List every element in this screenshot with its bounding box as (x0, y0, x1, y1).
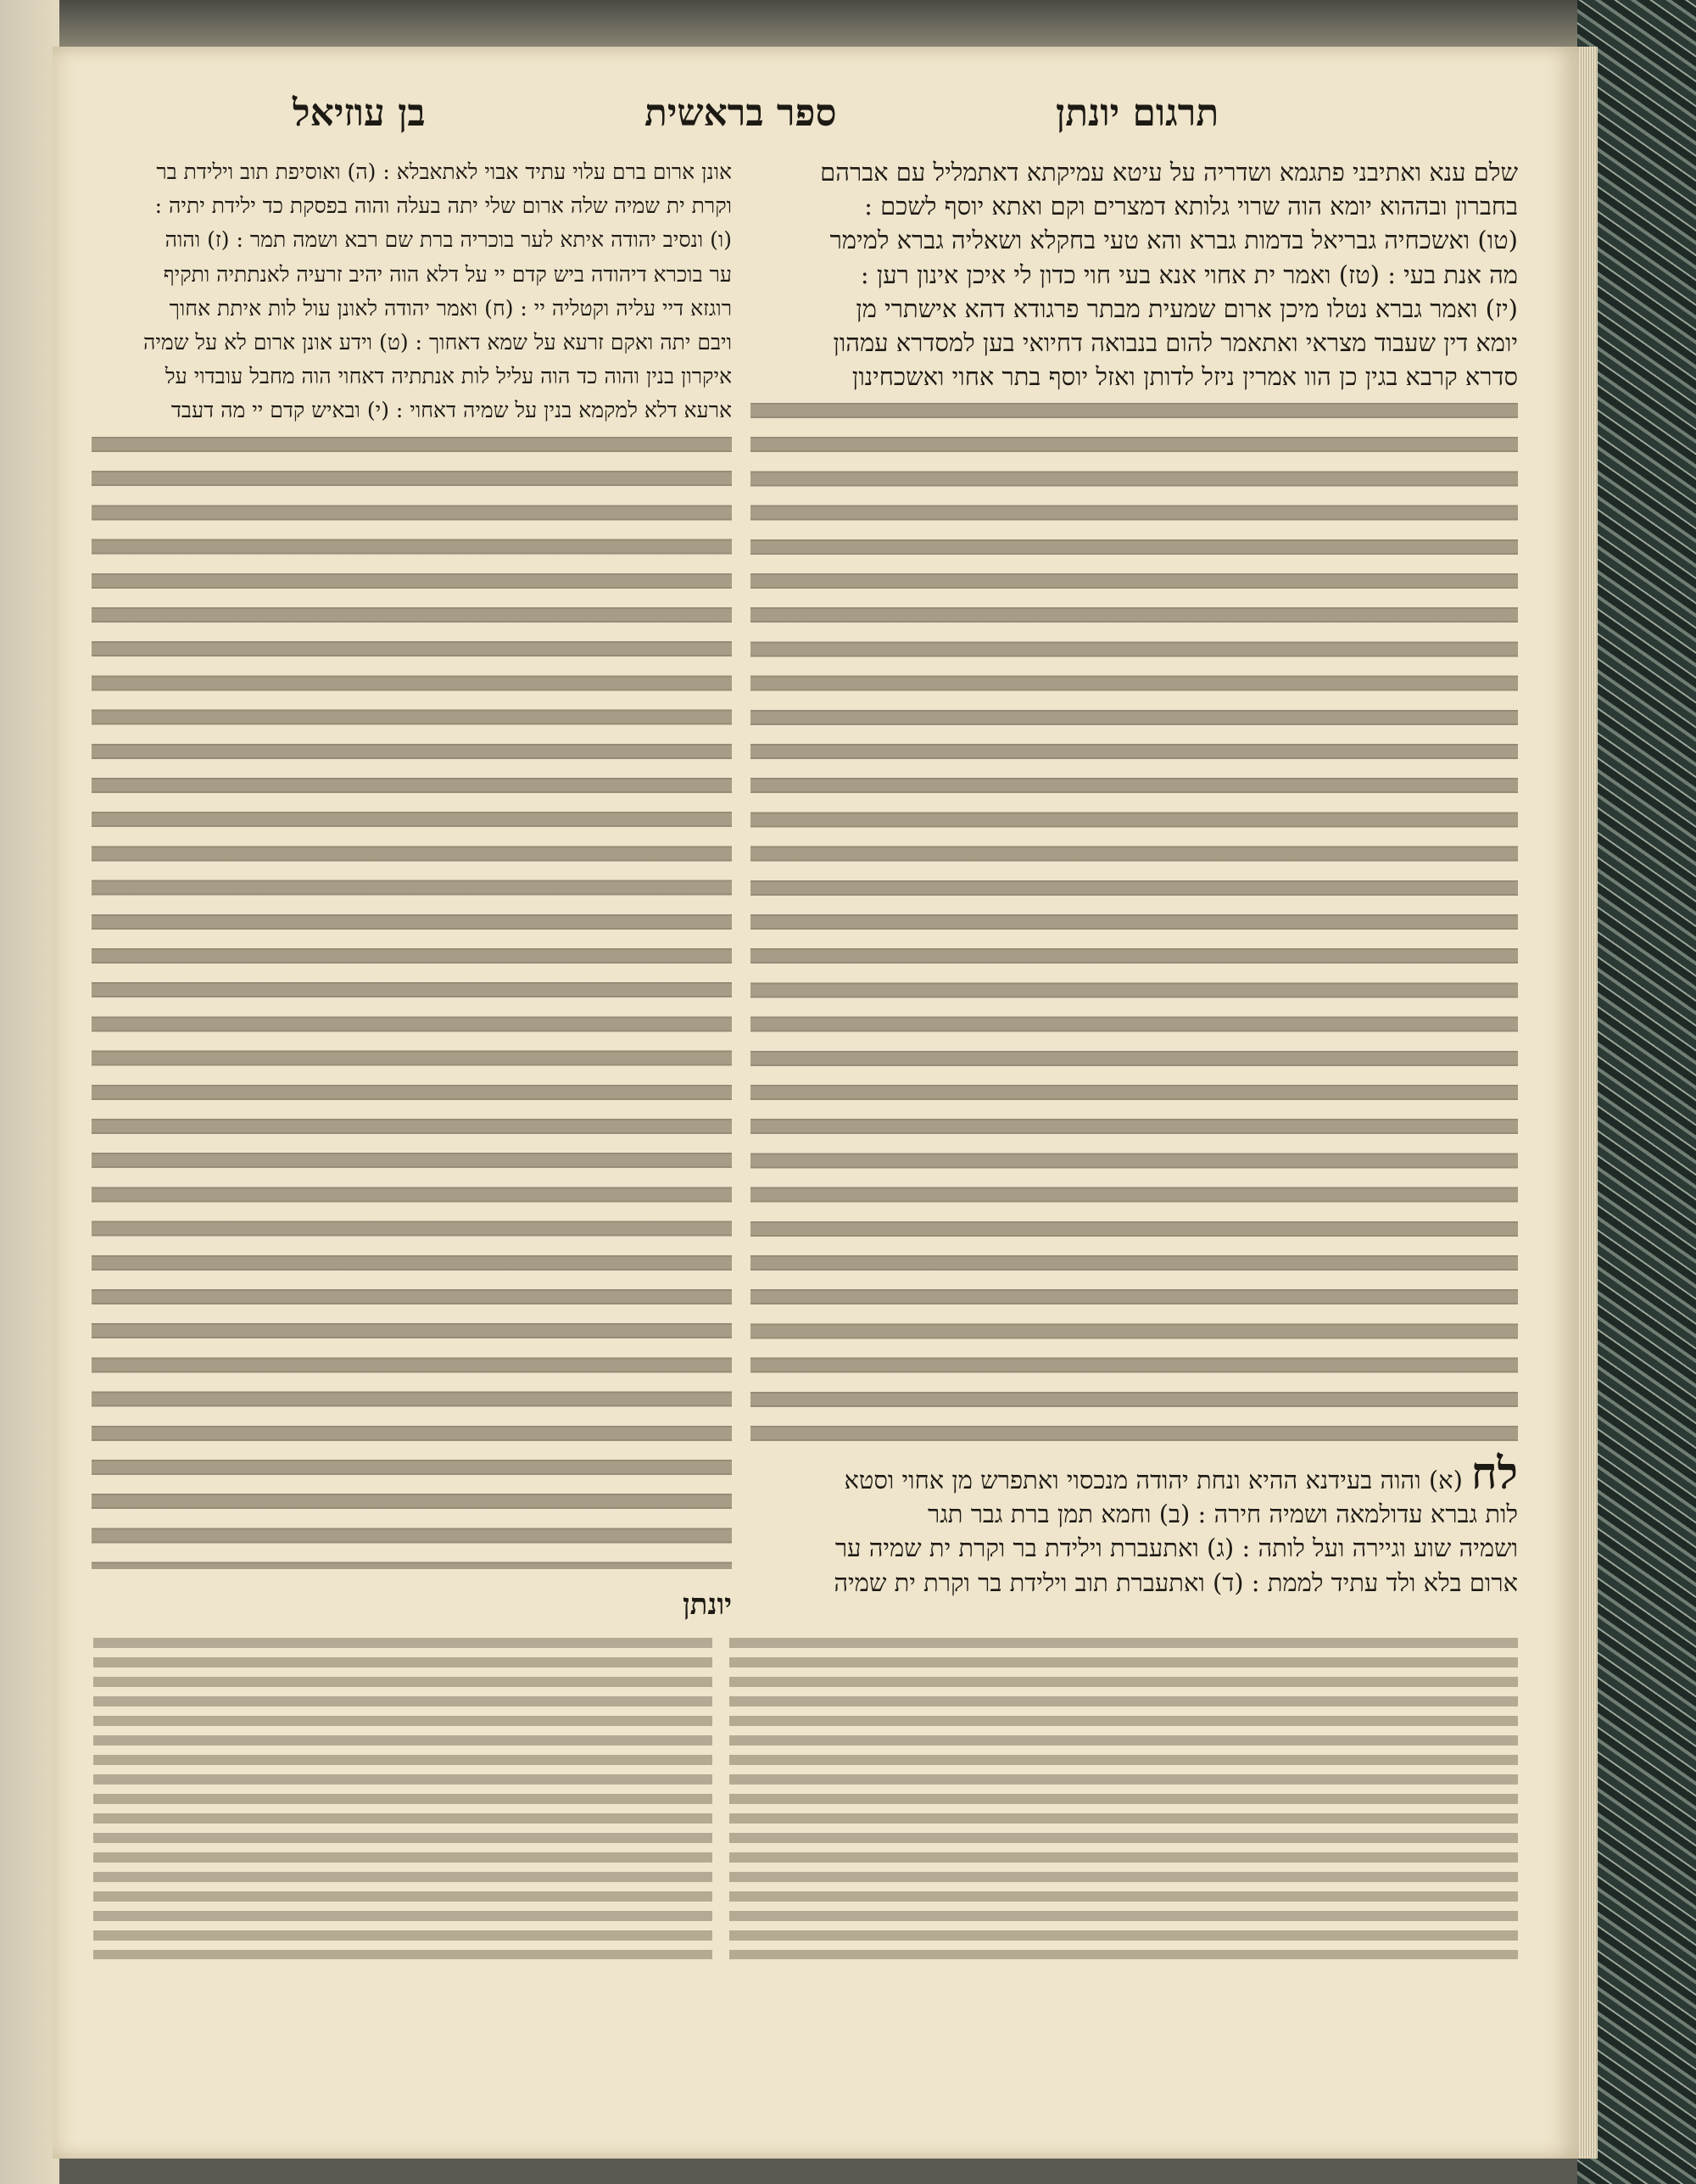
right-column-text (750, 155, 1518, 394)
right-column-continued-text (750, 394, 1518, 1450)
text-line: יומא דין שעבוד מצראי ואתאמר להום בנבואה דחיואי בען למסדרא עמהון (833, 328, 1518, 358)
text-line: ויבם יתה ואקם זרעא על שמא דאחוך : (ט) וידע אונן ארום לא על שמיה (142, 330, 732, 355)
header-book-title: ספר בראשית (644, 92, 837, 135)
chapter-line: (א) והוה בעידנא ההיא ונחת יהודה מנכסוי ואתפרש מן אחוי וסטא (844, 1466, 1463, 1494)
footnotes-left-column (93, 1633, 712, 1959)
header-right-title: תרגום יונתן (1056, 92, 1219, 135)
text-line: סדרא קרבא בגין כן הוו אמרין ניזל לדותן ואזל יוסף בתר אחוי ואשכחינון (851, 362, 1518, 392)
text-line: שלם ענא ואתיבני פתגמא ושדריה על עיטא עמיקתא דאתמליל עם אברהם (820, 158, 1518, 187)
text-line: לות גברא עדולמאה ושמיה חירה : (ב) וחמא תמן ברת גבר תגר (927, 1500, 1518, 1529)
scan-left-edge (0, 0, 59, 2184)
header-left-title: בן עוזיאל (293, 92, 426, 135)
chapter-38-text (750, 1448, 1518, 1600)
text-line (750, 1448, 1518, 1500)
left-column-text (92, 155, 732, 428)
text-line: ארעא דלא למקמא בנין על שמיה דאחוי : (י) ובאיש קדם יי מה דעבד (170, 398, 732, 423)
text-line: בחברון ובההוא יומא הוה שרוי גלותא דמצרים וקם ואתא יוסף לשכם : (864, 192, 1518, 221)
text-line: (ו) ונסיב יהודה איתא לער בוכריה ברת שם רבא ושמה תמר : (ז) והוה (165, 227, 732, 253)
chapter-number: לח (1470, 1448, 1518, 1500)
text-line: (יז) ואמר גברא נטלו מיכן ארום שמעית מבתר פרגודא דהא אישתרי מן (856, 293, 1518, 323)
text-line: וקרת ית שמיה שלה ארום שלי יתה בעלה והוה בפסקת כד ילידת יתיה : (154, 193, 732, 219)
text-line: ושמיה שוע וגיירה ועל לותה : (ג) ואתעברת וילידת בר וקרת ית שמיה ער (834, 1533, 1518, 1563)
text-line: ארום בלא ולד עתיד לממת : (ד) ואתעברת תוב וילידת בר וקרת ית שמיה (834, 1567, 1518, 1597)
text-line: מה אנת בעי : (טז) ואמר ית אחוי אנא בעי חוי כדון לי איכן אינון רען : (860, 260, 1518, 289)
text-line: (טו) ואשכחיה גבריאל בדמות גברא והא טעי בחקלא ושאליה גברא למימר (829, 226, 1518, 255)
left-column-continued-text (92, 428, 732, 1569)
text-line: ער בוכרא דיהודה ביש קדם יי על דלא הוה יהיב זרעיה לאנתתיה ותקיף (163, 261, 732, 287)
text-line: איקרון בנין והוה כד הוה עליל לות אנתתיה דאחוי הוה מחבל עובדוי על (165, 364, 732, 389)
text-line: רוגזא דיי עליה וקטליה יי : (ח) ואמר יהודה לאונן עול לות איתת אחוך (169, 295, 732, 321)
scan-top-edge (0, 0, 1696, 49)
text-line: אונן ארום ברם עלוי עתיד אבוי לאתאבלא : (ה) ואוסיפת תוב וילידת בר (156, 159, 732, 184)
page-edges (1579, 47, 1598, 2159)
footnotes-right-column (729, 1633, 1518, 1959)
footnotes-heading: יונתן (683, 1588, 733, 1622)
